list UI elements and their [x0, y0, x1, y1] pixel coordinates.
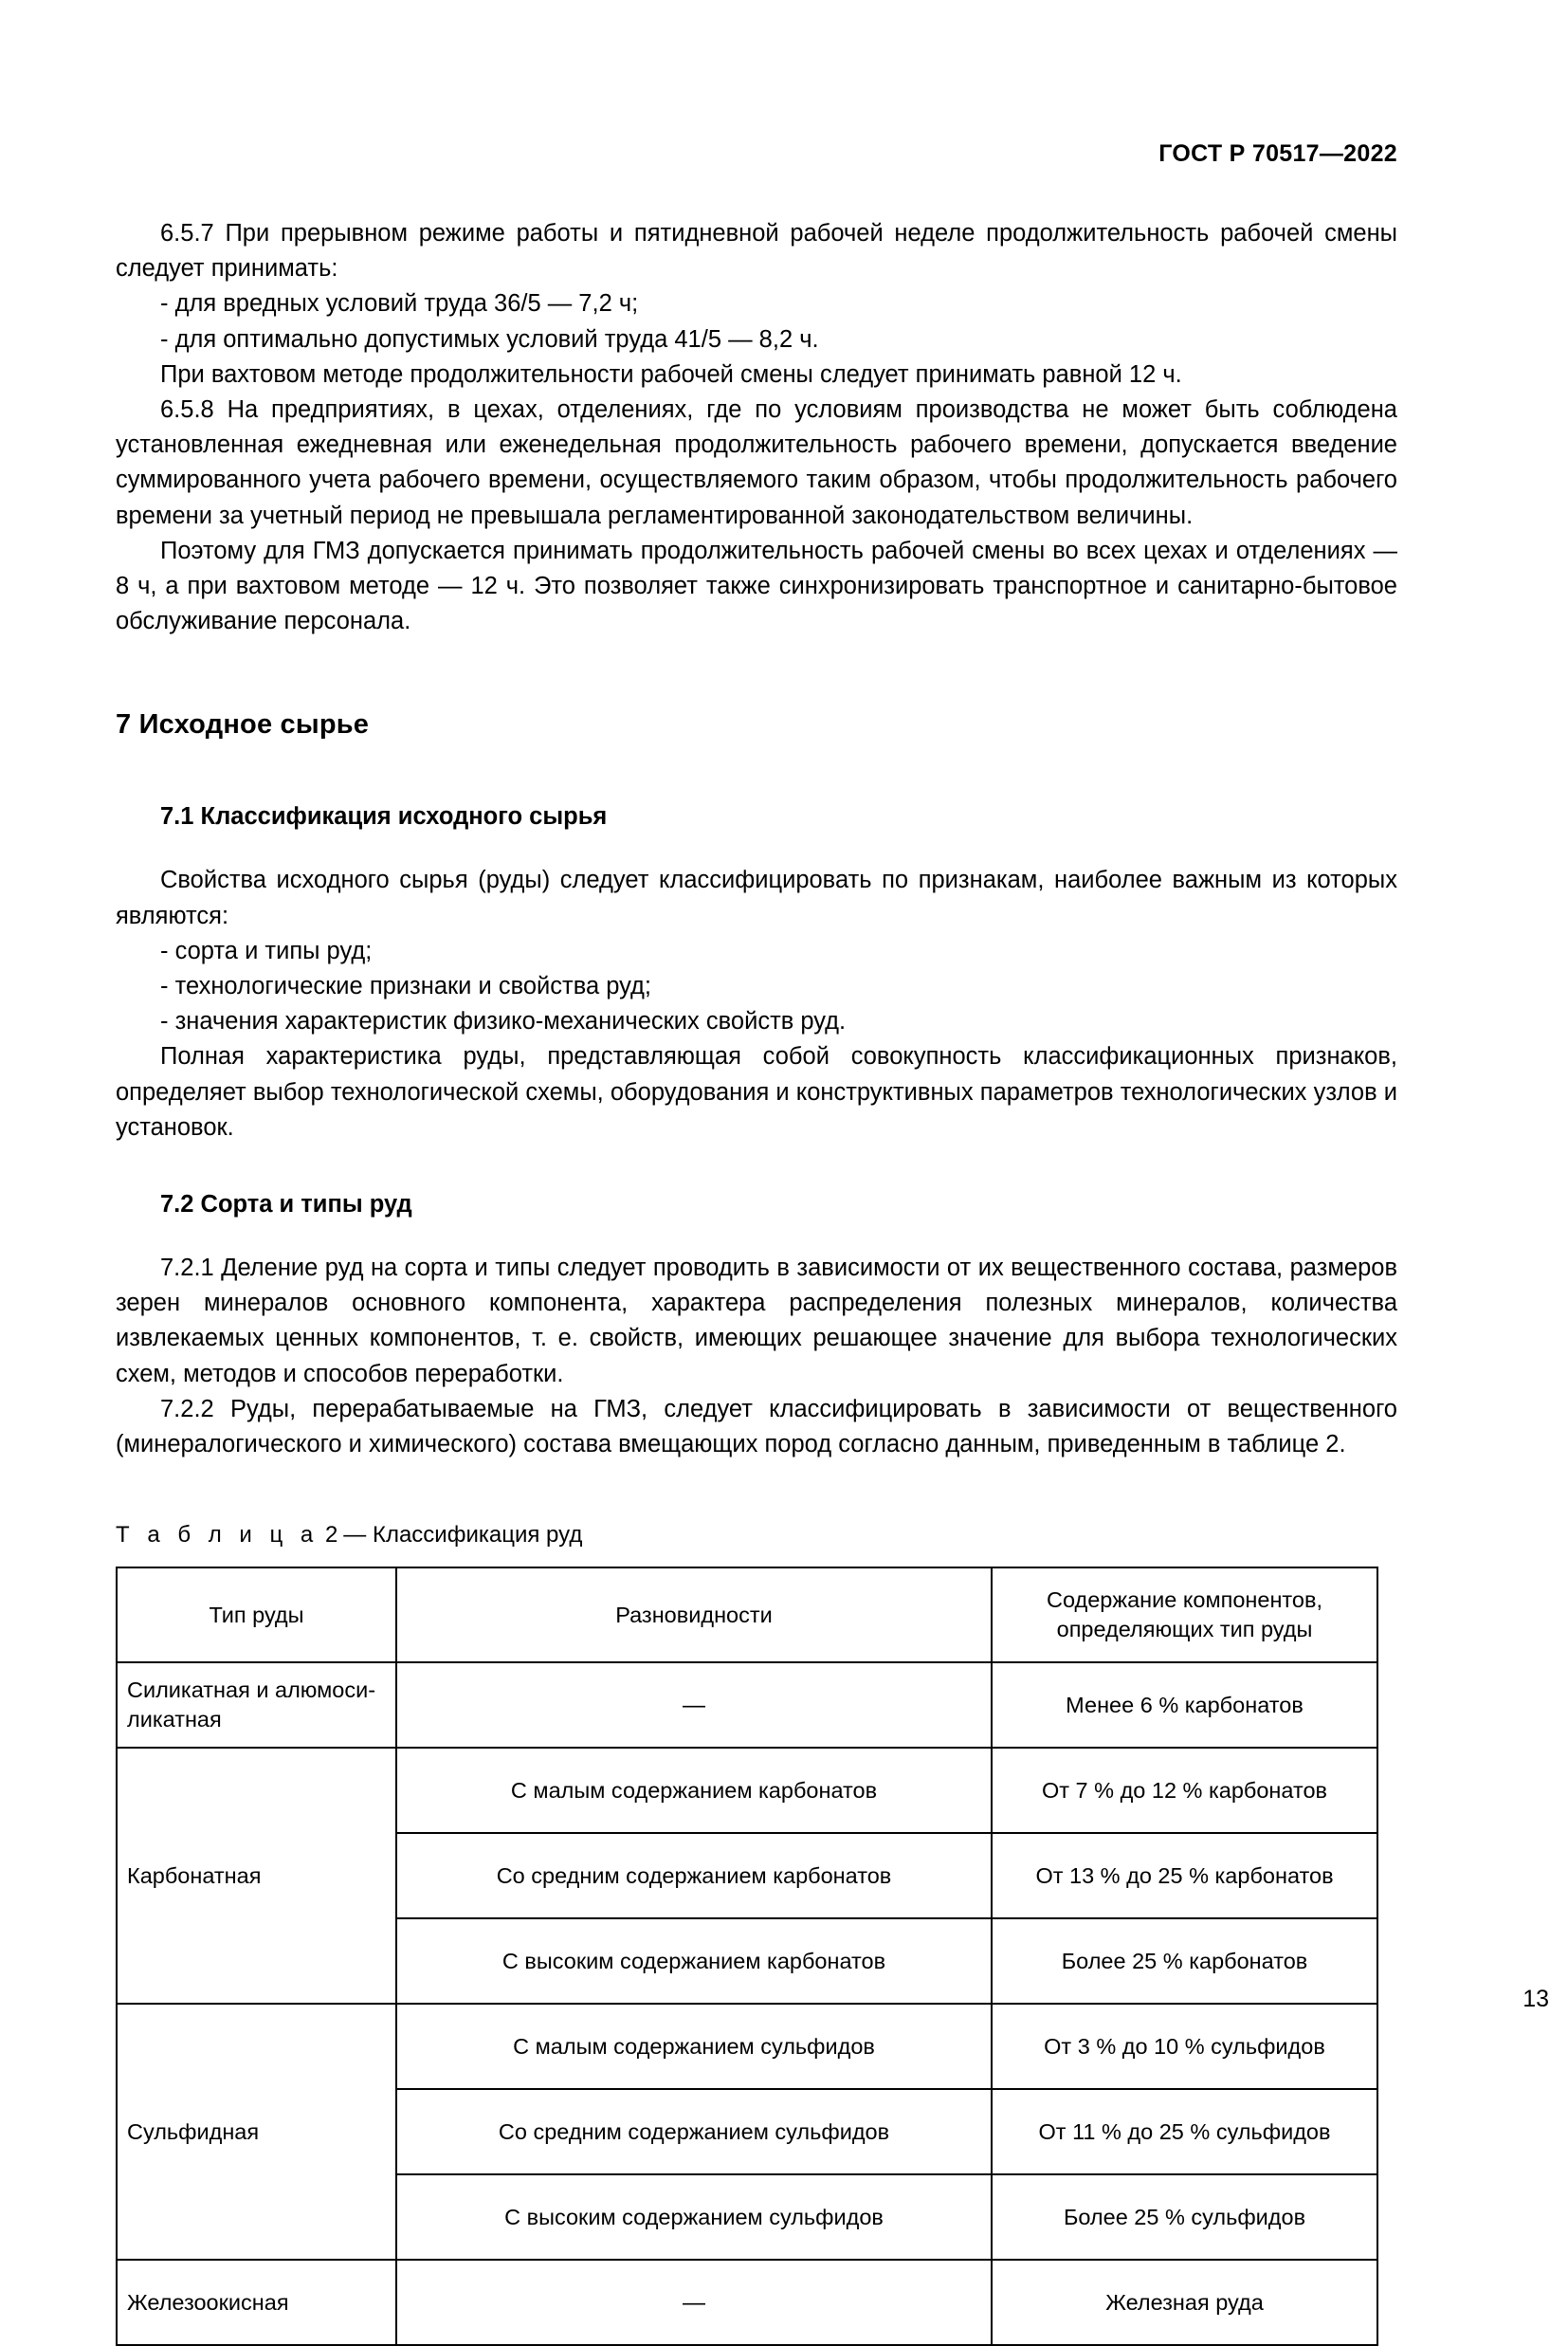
- paragraph-6-5-8: 6.5.8 На предприятиях, в цехах, отделениях, где по условиям производства не может быть соблюдена установленная ежедневная или еженедельная продолжительность рабочего времени, допускается введение суммированного учета рабочего времени, осуществляемого таким образом, чтобы продолжительность рабочего времени за учетный период не превышала регламентированной законодательством величины.: [116, 396, 1397, 529]
- paragraph-7-1-full-characteristic: Полная характеристика руды, представляющая собой совокупность классификационных признаков, определяет выбор технологической схемы, оборудования и конструктивных параметров технологических узлов и установок.: [116, 1043, 1397, 1141]
- cell-ore-type: Железоокисная: [117, 2260, 396, 2345]
- column-header-line-2: определяющих тип руды: [1056, 1617, 1313, 1642]
- cell-variant: Со средним содержанием карбонатов: [396, 1833, 992, 1918]
- cell-content: Железная руда: [992, 2260, 1377, 2345]
- spacer: [116, 1462, 1397, 1519]
- cell-content: Более 25 % карбонатов: [992, 1918, 1377, 2004]
- cell-variant: —: [396, 2260, 992, 2345]
- paragraph-7-2-2: 7.2.2 Руды, перерабатываемые на ГМЗ, следует классифицировать в зависимости от вещественного (минералогического и химического) состава вмещающих пород согласно данным, приведенным в таблице 2.: [116, 1395, 1397, 1458]
- table-row: [117, 2004, 1377, 2089]
- table-2-ore-classification: [116, 1567, 1378, 2346]
- table-row: [117, 1662, 1377, 1748]
- bullet-6-5-7-1: - для вредных условий труда 36/5 — 7,2 ч;: [160, 290, 639, 318]
- spacer: [116, 1222, 1397, 1251]
- spacer: [116, 639, 1397, 707]
- cell-content: От 11 % до 25 % сульфидов: [992, 2089, 1377, 2174]
- cell-content: От 3 % до 10 % сульфидов: [992, 2004, 1377, 2089]
- cell-variant: Со средним содержанием сульфидов: [396, 2089, 992, 2174]
- table-caption-dash: —: [343, 1522, 367, 1549]
- main-text-body: [116, 216, 1397, 2346]
- cell-ore-type: [117, 1662, 396, 1748]
- column-header-variants: Разновидности: [396, 1567, 992, 1662]
- cell-content: От 7 % до 12 % карбонатов: [992, 1748, 1377, 1833]
- paragraph-shift-duration: При вахтовом методе продолжительности рабочей смены следует принимать равной 12 ч.: [160, 360, 1182, 388]
- table-caption-number: 2: [324, 1522, 344, 1549]
- section-heading-7: 7 Исходное сырье: [116, 709, 370, 741]
- table-2-caption: [116, 1519, 1397, 1551]
- table-row: [117, 2260, 1377, 2345]
- spacer: [116, 834, 1397, 863]
- table-caption-title: Классификация руд: [372, 1522, 583, 1549]
- bullet-7-1-3: - значения характеристик физико-механических свойств руд.: [160, 1008, 847, 1036]
- spacer: [116, 1551, 1397, 1567]
- ore-type-line-2: ликатная: [127, 1707, 222, 1732]
- column-header-ore-type: Тип руды: [117, 1567, 396, 1662]
- page-number: 13: [1522, 1986, 1549, 2012]
- ore-type-line-1: Силикатная и алюмоси-: [127, 1677, 376, 1703]
- cell-variant: С малым содержанием сульфидов: [396, 2004, 992, 2089]
- paragraph-gmz-shift: Поэтому для ГМЗ допускается принимать продолжительность рабочей смены во всех цехах и отделениях — 8 ч, а при вахтовом методе — 12 ч. Это позволяет также синхронизировать транспортное и санитарно-бытовое обслуживание персонала.: [116, 537, 1397, 635]
- subsection-heading-7-2: 7.2 Сорта и типы руд: [160, 1191, 412, 1219]
- column-header-line-1: Содержание компонентов,: [1046, 1587, 1323, 1613]
- cell-variant: С высоким содержанием сульфидов: [396, 2174, 992, 2260]
- table-row: [117, 1748, 1377, 1833]
- cell-variant: С малым содержанием карбонатов: [396, 1748, 992, 1833]
- cell-content: Менее 6 % карбонатов: [992, 1662, 1377, 1748]
- column-header-component-content: [992, 1567, 1377, 1662]
- subsection-heading-7-1: 7.1 Классификация исходного сырья: [160, 803, 608, 831]
- bullet-7-1-2: - технологические признаки и свойства руд;: [160, 973, 651, 1000]
- running-header-standard-title: ГОСТ Р 70517—2022: [1158, 140, 1397, 167]
- cell-ore-type: Карбонатная: [117, 1748, 396, 2004]
- paragraph-7-2-1: 7.2.1 Деление руд на сорта и типы следует проводить в зависимости от их вещественного состава, размеров зерен минералов основного компонента, характера распределения полезных минералов, количества извлекаемых ценных компонентов, т. е. свойств, имеющих решающее значение для выбора технологических схем, методов и способов переработки.: [116, 1255, 1397, 1387]
- cell-content: Более 25 % сульфидов: [992, 2174, 1377, 2260]
- bullet-7-1-1: - сорта и типы руд;: [160, 937, 373, 964]
- bullet-6-5-7-2: - для оптимально допустимых условий труда 41/5 — 8,2 ч.: [160, 325, 819, 353]
- table-header-row: [117, 1567, 1377, 1662]
- table-caption-word: Т а б л и ц а: [116, 1522, 319, 1549]
- cell-content: От 13 % до 25 % карбонатов: [992, 1833, 1377, 1918]
- spacer: [116, 1146, 1397, 1187]
- paragraph-7-1-properties: Свойства исходного сырья (руды) следует классифицировать по признакам, наиболее важным из которых являются:: [116, 867, 1397, 929]
- spacer: [116, 742, 1397, 799]
- paragraph-6-5-7: 6.5.7 При прерывном режиме работы и пятидневной рабочей неделе продолжительность рабочей смены следует принимать:: [116, 220, 1397, 283]
- cell-variant: —: [396, 1662, 992, 1748]
- cell-ore-type: Сульфидная: [117, 2004, 396, 2260]
- cell-variant: С высоким содержанием карбонатов: [396, 1918, 992, 2004]
